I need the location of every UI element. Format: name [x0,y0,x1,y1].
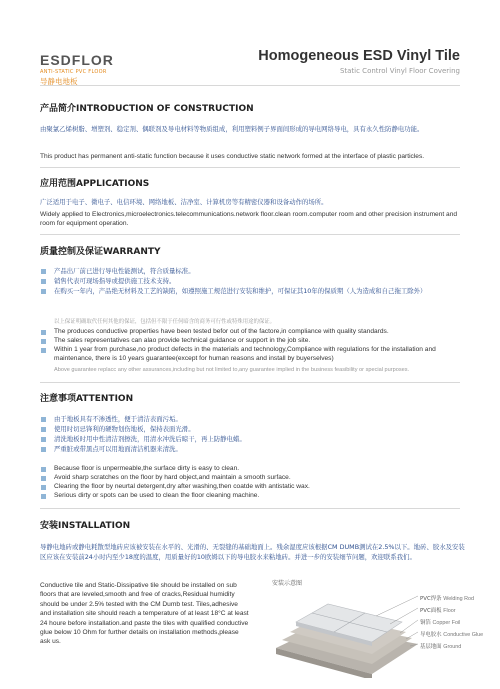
warranty-en-list [40,327,468,363]
doc-header [258,48,460,75]
bullet-square [41,330,46,335]
installation-heading: 安装INSTALLATION [40,521,131,531]
layer-label-ground: 基层地面 Ground [420,644,462,650]
bullet-square [41,447,46,452]
list-item: 销售代表可现场指导或提供施工技术支持。 [40,276,468,286]
warranty-heading: 质量控制及保证WARRANTY [40,247,161,257]
brand-cn-name: 导静电地板 [40,77,78,86]
divider [40,234,460,235]
brand-logo [40,52,114,87]
list-item: Because floor is unpermeable,the surface dirty is easy to clean. [40,464,468,473]
layer-label-conductive-glue: 导电胶水 Conductive Glue [420,632,484,638]
warranty-cn-list [40,266,468,296]
bullet-square [41,269,46,274]
installation-cn-text: 导静电地砖或静电耗散型地砖应该被安装在水平的、光滑的、无裂缝的基础地面上。残余湿度应该根据CM DUMB测试在2.5%以下。地砖、胶水及安装区应该在安装前24小时内至少18度的温度，用质量好的10欧姆以下的导电胶水来粘地砖。并进一步的安装细节问题，欢迎联系我们。 [40,543,465,562]
list-item: Avoid sharp scratches on the floor by hard object,and maintain a smooth surface. [40,473,468,482]
applications-cn-text: 广泛适用于电子、微电子、电信环境、网络地板、洁净室、计算机房等有精密仪器和设备动作的场所。 [40,198,328,206]
list-item: 严重脏或带黑点可以用地面清洁机器来清洗。 [40,444,468,454]
bullet-square [41,417,46,422]
bullet-square [41,437,46,442]
list-item: The sales representatives can alao provide technical guidance or support in the job site. [40,336,468,345]
divider [40,382,460,383]
diagram-title: 安装示意图 [272,580,303,587]
layer-label-welding-rod: PVC焊条 Welding Rod [420,596,474,602]
bullet-square [41,339,46,344]
applications-en-text: Widely applied to Electronics,microelectronics.telecommunications.network floor.clean room.computer room and other precision instrument and room for equipment operation. [40,211,458,228]
intro-en-text: This product has permanent anti-static function because it uses conductive static network formed at the interface of plastic particles. [40,153,425,160]
bullet-square [41,494,46,499]
bullet-square [41,279,46,284]
doc-subtitle: Static Control Vinyl Floor Covering [339,67,460,75]
brand-name: ESDFLOR [40,52,114,68]
list-item: Serious dirty or spots can be used to clean the floor cleaning machine. [40,491,468,500]
intro-heading: 产品简介INTRODUCTION OF CONSTRUCTION [40,104,254,114]
doc-title: Homogeneous ESD Vinyl Tile [258,48,460,64]
floor-layers-illustration [272,586,422,678]
list-item: Clearing the floor by neurtal detergent,dry after washing,then coatde with antistatic wax. [40,482,468,491]
header-divider [40,85,460,86]
warranty-cn-note: 以上保证明确取代任何其他的保证，包括但不限于任何暗含的商务可行性或特殊用途的保证。 [54,319,276,325]
brand-tagline: ANTI-STATIC PVC FLOOR [40,69,107,75]
bullet-square [41,467,46,472]
list-item: 使用时切忌锋利的硬物划伤地板，保持表面光滑。 [40,424,468,434]
applications-heading: 应用范围APPLICATIONS [40,179,150,189]
attention-en-list [40,464,468,500]
list-item: 清洗地板时用中性清洁剂擦洗，用清水冲洗后晾干，再上防静电蜡。 [40,434,468,444]
warranty-en-note: Above guarantee replacc any other assurances,including but not limited to,any guarantee implied in the business feasibility or special purposes. [54,367,410,373]
list-item: The produces conductive properties have been tested befor out of the factore,in compliance with quality standards. [40,327,468,336]
list-item: Within 1 year from purchase,no product defects in the materials and technology,Compliance with regulations for the installation and maintenance, there is 10 years guarantee(except for human reasons and install by buyerselves) [40,345,468,363]
intro-cn-text: 由聚氯乙烯树脂、增塑剂、稳定剂、偶联剂及导电材料等物质组成，利用塑料例子界面间形成的导电网络导电，具有永久性防静电功能。 [40,125,424,133]
divider [40,167,460,168]
divider [40,508,460,509]
list-item: 在购买一年内，产品绝无材料及工艺的缺陷，如遵照施工规范进行安装和维护，可保证其10年的保质期（人为造成和自己拖工除外） [40,286,468,296]
bullet-square [41,476,46,481]
attention-cn-list [40,414,468,454]
attention-heading: 注意事项ATTENTION [40,394,134,404]
list-item: 由于地板具有不渗透性，便于清洁表面污垢。 [40,414,468,424]
list-item: 产品出厂前已进行导电性能测试，符合质量标准。 [40,266,468,276]
layer-label-floor: PVC面板 Floor [420,608,456,614]
installation-diagram [272,578,484,678]
layer-label-copper-foil: 铜箔 Copper Foil [420,620,461,626]
bullet-square [41,427,46,432]
bullet-square [41,289,46,294]
installation-en-text: Conductive tile and Static-Dissipative tile should be installed on sub floors that are leveled,smooth and free of cracks,Residual humidity should be under 2.5% tested with the CM Dumb test. Tiles,adhesive and installation site should reach a temperature of at least 18°C at least 24 houre before installation.and paste the tiles with qualified conductive glue below 10 Ohm for further details on installation methods,please ask us. [40,582,249,646]
bullet-square [41,485,46,490]
bullet-square [41,348,46,353]
